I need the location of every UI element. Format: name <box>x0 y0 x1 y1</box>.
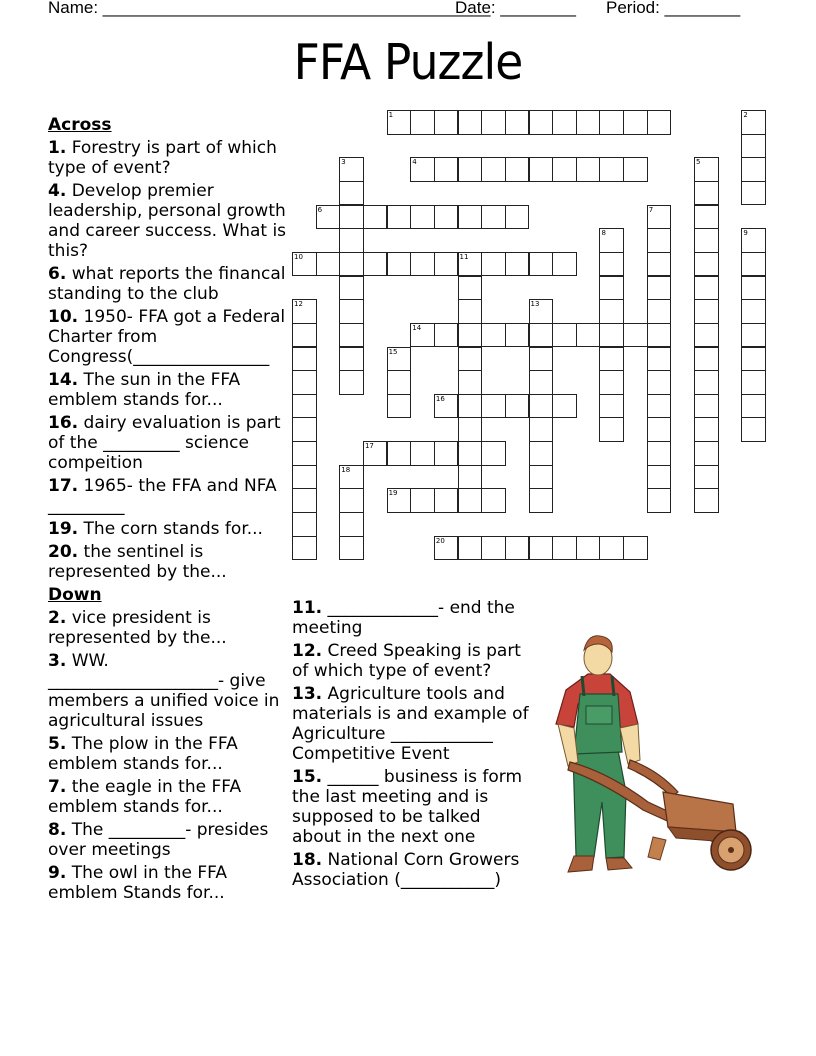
farmer-wheelbarrow-illustration <box>548 632 758 887</box>
clue-number: 20. <box>48 542 79 562</box>
clue-item <box>292 850 532 890</box>
cell-number: 13 <box>530 300 540 309</box>
crossword-cell[interactable] <box>339 488 364 513</box>
clue-text: vice president is represented by the... <box>48 608 227 648</box>
crossword-cell[interactable] <box>529 417 554 442</box>
crossword-cell[interactable] <box>410 323 435 348</box>
crossword-cell[interactable] <box>434 157 459 182</box>
crossword-cell[interactable] <box>292 488 317 513</box>
clue-item <box>48 651 288 731</box>
clue-text: 1965- the FFA and NFA _________ <box>48 476 277 516</box>
clue-number: 19. <box>48 519 79 539</box>
clue-item <box>48 777 288 817</box>
crossword-cell[interactable] <box>694 205 719 230</box>
crossword-cell[interactable] <box>481 157 506 182</box>
clue-item <box>48 608 288 648</box>
cell-number: 12 <box>294 300 303 309</box>
clue-item <box>48 820 288 860</box>
crossword-cell[interactable] <box>599 417 624 442</box>
crossword-cell[interactable] <box>387 370 412 395</box>
crossword-cell[interactable] <box>529 370 554 395</box>
crossword-cell[interactable] <box>623 157 648 182</box>
crossword-cell[interactable] <box>529 465 554 490</box>
crossword-cell[interactable] <box>339 347 364 372</box>
crossword-cell[interactable] <box>741 134 766 159</box>
clue-text: 1950- FFA got a Federal Charter from Congress(________________ <box>48 307 286 367</box>
crossword-cell[interactable] <box>741 323 766 348</box>
crossword-cell[interactable] <box>741 417 766 442</box>
cell-number: 15 <box>388 347 398 356</box>
crossword-cell[interactable] <box>339 465 364 490</box>
crossword-cell[interactable] <box>647 488 672 513</box>
crossword-cell[interactable] <box>363 205 388 230</box>
clue-number: 5. <box>48 734 67 754</box>
clue-text: The _________- presides over meetings <box>48 820 269 860</box>
clue-text: WW. ____________________- give members a unified voice in agricultural issues <box>48 651 280 731</box>
clue-item <box>48 519 288 539</box>
crossword-cell[interactable] <box>694 417 719 442</box>
crossword-cell[interactable] <box>694 157 719 182</box>
crossword-cell[interactable] <box>694 299 719 324</box>
crossword-cell[interactable] <box>292 465 317 490</box>
crossword-cell[interactable] <box>694 276 719 301</box>
crossword-cell[interactable] <box>339 512 364 537</box>
crossword-cell[interactable] <box>387 110 412 135</box>
crossword-cell[interactable] <box>529 488 554 513</box>
crossword-cell[interactable] <box>647 394 672 419</box>
clue-item <box>48 264 288 304</box>
crossword-cell[interactable] <box>741 347 766 372</box>
crossword-cell[interactable] <box>694 370 719 395</box>
crossword-cell[interactable] <box>694 465 719 490</box>
crossword-cell[interactable] <box>552 110 577 135</box>
crossword-cell[interactable] <box>694 441 719 466</box>
crossword-cell[interactable] <box>552 394 577 419</box>
crossword-cell[interactable] <box>458 488 483 513</box>
crossword-cell[interactable] <box>505 394 530 419</box>
crossword-cell[interactable] <box>458 394 483 419</box>
clue-item <box>48 307 288 367</box>
crossword-cell[interactable] <box>387 441 412 466</box>
down-clue-list-continued <box>292 598 532 890</box>
crossword-cell[interactable] <box>576 536 601 561</box>
crossword-cell[interactable] <box>599 323 624 348</box>
crossword-cell[interactable] <box>292 370 317 395</box>
crossword-cell[interactable] <box>481 205 506 230</box>
crossword-cell[interactable] <box>529 441 554 466</box>
crossword-cell[interactable] <box>599 394 624 419</box>
crossword-cell[interactable] <box>316 252 341 277</box>
crossword-cell[interactable] <box>694 228 719 253</box>
crossword-cell[interactable] <box>599 536 624 561</box>
across-heading: Across <box>48 115 112 135</box>
crossword-cell[interactable] <box>458 417 483 442</box>
crossword-cell[interactable] <box>458 205 483 230</box>
clue-text: Develop premier leadership, personal growth and career success. What is this? <box>48 181 287 261</box>
crossword-cell[interactable] <box>694 394 719 419</box>
crossword-cell[interactable] <box>647 276 672 301</box>
clue-item <box>48 542 288 582</box>
cell-number: 2 <box>743 111 748 119</box>
clue-number: 9. <box>48 863 67 883</box>
clue-number: 10. <box>48 307 79 327</box>
clue-number: 13. <box>292 684 323 704</box>
crossword-cell[interactable] <box>458 347 483 372</box>
crossword-cell[interactable] <box>481 441 506 466</box>
crossword-cell[interactable] <box>434 394 459 419</box>
crossword-cell[interactable] <box>505 157 530 182</box>
crossword-cell[interactable] <box>647 228 672 253</box>
crossword-cell[interactable] <box>292 252 317 277</box>
crossword-cell[interactable] <box>292 441 317 466</box>
clue-item <box>292 767 532 847</box>
crossword-cell[interactable] <box>647 370 672 395</box>
crossword-cell[interactable] <box>458 110 483 135</box>
crossword-cell[interactable] <box>363 252 388 277</box>
crossword-cell[interactable] <box>458 536 483 561</box>
clue-item <box>48 413 288 473</box>
crossword-cell[interactable] <box>458 276 483 301</box>
clue-item <box>292 641 532 681</box>
crossword-cell[interactable] <box>552 323 577 348</box>
clue-text: Forestry is part of which type of event? <box>48 138 277 178</box>
cell-number: 20 <box>435 536 445 545</box>
clue-text: The corn stands for... <box>78 519 263 539</box>
crossword-cell[interactable] <box>505 110 530 135</box>
cell-number: 7 <box>648 205 654 214</box>
crossword-cell[interactable] <box>529 299 554 324</box>
cell-number: 17 <box>364 442 374 451</box>
crossword-cell[interactable] <box>292 299 317 324</box>
crossword-cell[interactable] <box>339 323 364 348</box>
cell-number: 6 <box>317 205 323 214</box>
clue-text: The plow in the FFA emblem stands for... <box>48 734 238 774</box>
down-heading: Down <box>48 585 102 605</box>
cell-number: 1 <box>388 111 394 119</box>
crossword-cell[interactable] <box>434 252 459 277</box>
down-clue-list <box>48 608 288 903</box>
crossword-cell[interactable] <box>339 536 364 561</box>
clue-number: 6. <box>48 264 67 284</box>
crossword-cell[interactable] <box>410 488 435 513</box>
crossword-cell[interactable] <box>599 110 624 135</box>
clue-item <box>48 181 288 261</box>
crossword-cell[interactable] <box>339 252 364 277</box>
clue-number: 15. <box>292 767 323 787</box>
crossword-cell[interactable] <box>387 347 412 372</box>
crossword-cell[interactable] <box>623 323 648 348</box>
clue-text: Creed Speaking is part of which type of event? <box>292 641 521 681</box>
crossword-cell[interactable] <box>741 252 766 277</box>
clue-text: what reports the financal standing to the club <box>48 264 286 304</box>
crossword-cell[interactable] <box>694 347 719 372</box>
crossword-cell[interactable] <box>529 323 554 348</box>
clue-text: The sun in the FFA emblem stands for... <box>48 370 241 410</box>
clue-item <box>48 863 288 903</box>
clue-number: 11. <box>292 598 323 618</box>
crossword-cell[interactable] <box>410 110 435 135</box>
crossword-cell[interactable] <box>292 536 317 561</box>
crossword-cell[interactable] <box>481 488 506 513</box>
crossword-cell[interactable] <box>387 394 412 419</box>
crossword-cell[interactable] <box>339 157 364 182</box>
cell-number: 18 <box>341 465 351 474</box>
crossword-cell[interactable] <box>529 347 554 372</box>
clue-number: 14. <box>48 370 79 390</box>
crossword-cell[interactable] <box>505 536 530 561</box>
cell-number: 5 <box>696 158 701 167</box>
crossword-cell[interactable] <box>410 157 435 182</box>
crossword-cell[interactable] <box>505 252 530 277</box>
crossword-cell[interactable] <box>647 205 672 230</box>
crossword-cell[interactable] <box>576 323 601 348</box>
crossword-cell[interactable] <box>647 299 672 324</box>
crossword-cell[interactable] <box>576 157 601 182</box>
crossword-cell[interactable] <box>599 370 624 395</box>
crossword-cell[interactable] <box>647 252 672 277</box>
crossword-cell[interactable] <box>741 299 766 324</box>
crossword-cell[interactable] <box>481 394 506 419</box>
clue-text: ______ business is form the last meeting and is supposed to be talked about in the next one <box>292 767 523 847</box>
clue-number: 1. <box>48 138 67 158</box>
crossword-cell[interactable] <box>647 110 672 135</box>
clue-text: dairy evaluation is part of the _________ science compeition <box>48 413 281 473</box>
crossword-cell[interactable] <box>552 157 577 182</box>
crossword-cell[interactable] <box>458 465 483 490</box>
crossword-cell[interactable] <box>552 252 577 277</box>
crossword-cell[interactable] <box>481 252 506 277</box>
crossword-cell[interactable] <box>576 110 601 135</box>
crossword-cell[interactable] <box>694 488 719 513</box>
crossword-cell[interactable] <box>623 536 648 561</box>
crossword-cell[interactable] <box>741 370 766 395</box>
crossword-cell[interactable] <box>647 441 672 466</box>
cell-number: 9 <box>743 229 748 238</box>
crossword-cell[interactable] <box>529 536 554 561</box>
crossword-cell[interactable] <box>647 417 672 442</box>
crossword-cell[interactable] <box>387 252 412 277</box>
crossword-cell[interactable] <box>339 370 364 395</box>
crossword-cell[interactable] <box>434 323 459 348</box>
clue-text: Agriculture tools and materials is and example of Agriculture ____________ Competitive Event <box>292 684 529 764</box>
crossword-cell[interactable] <box>647 323 672 348</box>
clues-mid-column <box>292 598 532 893</box>
crossword-cell[interactable] <box>458 370 483 395</box>
crossword-cell[interactable] <box>529 157 554 182</box>
crossword-cell[interactable] <box>505 323 530 348</box>
crossword-cell[interactable] <box>339 299 364 324</box>
crossword-cell[interactable] <box>458 323 483 348</box>
page-title: FFA Puzzle <box>293 34 523 91</box>
clue-number: 16. <box>48 413 79 433</box>
crossword-cell[interactable] <box>599 347 624 372</box>
period-field-label[interactable]: Period: ________ <box>606 0 741 17</box>
crossword-cell[interactable] <box>599 299 624 324</box>
crossword-cell[interactable] <box>458 157 483 182</box>
crossword-cell[interactable] <box>623 110 648 135</box>
clue-number: 12. <box>292 641 323 661</box>
crossword-cell[interactable] <box>599 157 624 182</box>
clue-item <box>48 476 288 516</box>
crossword-cell[interactable] <box>458 252 483 277</box>
clue-number: 3. <box>48 651 67 671</box>
crossword-cell[interactable] <box>434 110 459 135</box>
crossword-cell[interactable] <box>741 276 766 301</box>
clue-text: the eagle in the FFA emblem stands for... <box>48 777 242 817</box>
clue-text: the sentinel is represented by the... <box>48 542 227 582</box>
crossword-cell[interactable] <box>292 512 317 537</box>
clue-text: National Corn Growers Association (___________) <box>292 850 520 890</box>
crossword-cell[interactable] <box>741 110 766 135</box>
crossword-cell[interactable] <box>505 205 530 230</box>
cell-number: 8 <box>601 229 606 238</box>
crossword-cell[interactable] <box>647 347 672 372</box>
cell-number: 19 <box>388 489 398 498</box>
crossword-cell[interactable] <box>292 347 317 372</box>
crossword-cell[interactable] <box>410 441 435 466</box>
clue-text: _____________- end the meeting <box>292 598 515 638</box>
clue-item <box>292 598 532 638</box>
cell-number: 4 <box>412 158 417 167</box>
crossword-cell[interactable] <box>741 394 766 419</box>
crossword-cell[interactable] <box>694 323 719 348</box>
crossword-cell[interactable] <box>434 441 459 466</box>
crossword-cell[interactable] <box>363 441 388 466</box>
crossword-cell[interactable] <box>434 488 459 513</box>
clues-left-column <box>48 113 288 906</box>
clue-text: The owl in the FFA emblem Stands for... <box>48 863 227 903</box>
crossword-cell[interactable] <box>529 394 554 419</box>
crossword-cell[interactable] <box>458 441 483 466</box>
cell-number: 10 <box>294 252 303 261</box>
clue-number: 2. <box>48 608 67 628</box>
crossword-cell[interactable] <box>339 205 364 230</box>
crossword-cell[interactable] <box>694 181 719 206</box>
clue-item <box>292 684 532 764</box>
crossword-cell[interactable] <box>387 488 412 513</box>
crossword-cell[interactable] <box>599 228 624 253</box>
crossword-cell[interactable] <box>481 110 506 135</box>
crossword-cell[interactable] <box>552 536 577 561</box>
crossword-cell[interactable] <box>434 205 459 230</box>
clue-number: 18. <box>292 850 323 870</box>
cell-number: 11 <box>459 252 469 261</box>
cell-number: 3 <box>341 158 346 167</box>
crossword-cell[interactable] <box>741 181 766 206</box>
cell-number: 14 <box>412 323 422 332</box>
crossword-cell[interactable] <box>387 205 412 230</box>
crossword-cell[interactable] <box>529 110 554 135</box>
crossword-cell[interactable] <box>694 252 719 277</box>
cell-number: 16 <box>435 394 445 403</box>
crossword-cell[interactable] <box>339 181 364 206</box>
crossword-cell[interactable] <box>647 465 672 490</box>
crossword-cell[interactable] <box>458 299 483 324</box>
crossword-cell[interactable] <box>529 252 554 277</box>
crossword-cell[interactable] <box>741 157 766 182</box>
crossword-cell[interactable] <box>316 205 341 230</box>
clue-number: 8. <box>48 820 67 840</box>
crossword-cell[interactable] <box>339 228 364 253</box>
crossword-cell[interactable] <box>410 252 435 277</box>
crossword-cell[interactable] <box>292 417 317 442</box>
clue-item <box>48 370 288 410</box>
crossword-cell[interactable] <box>481 323 506 348</box>
clue-number: 7. <box>48 777 67 797</box>
crossword-cell[interactable] <box>481 536 506 561</box>
date-field-label[interactable]: Date: ________ <box>455 0 576 17</box>
clue-item <box>48 734 288 774</box>
crossword-cell[interactable] <box>599 252 624 277</box>
clue-number: 17. <box>48 476 79 496</box>
clue-number: 4. <box>48 181 67 201</box>
crossword-cell[interactable] <box>339 276 364 301</box>
crossword-cell[interactable] <box>741 228 766 253</box>
clue-item <box>48 138 288 178</box>
across-clue-list <box>48 138 288 582</box>
crossword-cell[interactable] <box>292 323 317 348</box>
crossword-cell[interactable] <box>292 394 317 419</box>
crossword-cell[interactable] <box>599 276 624 301</box>
crossword-cell[interactable] <box>434 536 459 561</box>
name-field-label[interactable]: Name: _________________________________________ <box>48 0 491 17</box>
crossword-cell[interactable] <box>410 205 435 230</box>
